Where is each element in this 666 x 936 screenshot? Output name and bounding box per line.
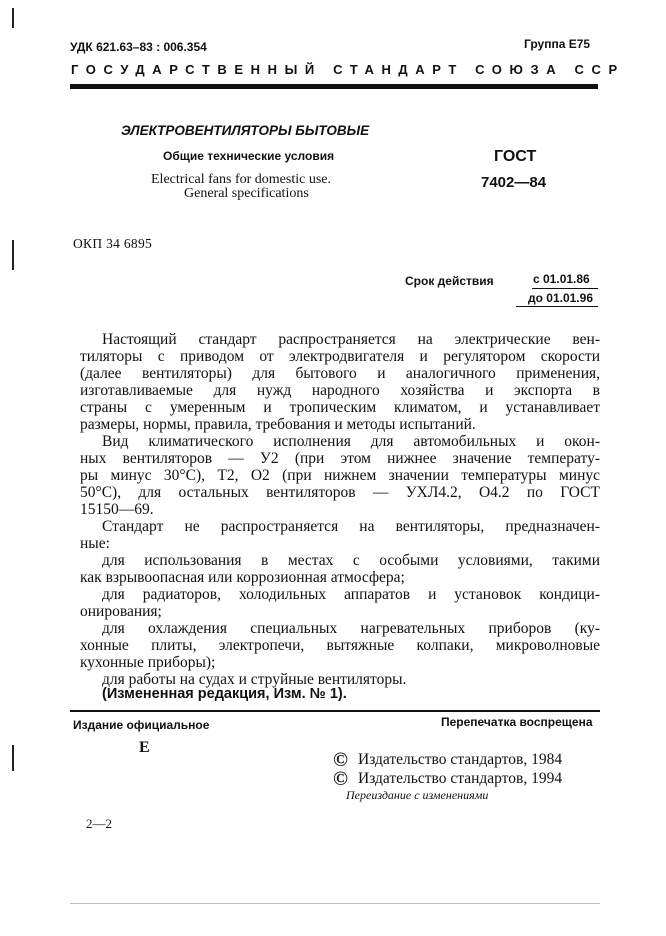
subtitle-ru: Общие технические условия xyxy=(163,149,335,163)
page-code: 2—2 xyxy=(86,816,112,831)
header-thick-rule xyxy=(70,84,598,89)
copyright-1984: Издательство стандартов, 1984 xyxy=(358,751,563,768)
validity-from-underline xyxy=(532,288,598,289)
body-line: как взрывоопасная или коррозионная атмосфера; xyxy=(80,569,405,586)
reprint-prohibited: Перепечатка воспрещена xyxy=(441,715,593,729)
e-mark: Е xyxy=(139,739,150,756)
copyright-symbol-2: © xyxy=(333,768,348,790)
body-line: онирования; xyxy=(80,603,162,620)
body-line: Стандарт не распространяется на вентиляторы, предназначен- xyxy=(102,518,600,535)
body-line: изготавливаемые для нужд народного хозяйства и экспорта в xyxy=(80,382,600,399)
validity-to-underline xyxy=(516,306,598,307)
amendment-note: (Измененная редакция, Изм. № 1). xyxy=(102,686,347,702)
title-ru: ЭЛЕКТРОВЕНТИЛЯТОРЫ БЫТОВЫЕ xyxy=(121,123,370,138)
body-line: размеры, нормы, правила, требования и методы испытаний. xyxy=(80,416,476,433)
body-line: ры минус 30°С), Т2, О2 (при нижнем значении температуры минус xyxy=(80,467,600,484)
validity-label: Срок действия xyxy=(405,274,494,288)
copyright-1994: Издательство стандартов, 1994 xyxy=(358,770,563,787)
validity-to: до 01.01.96 xyxy=(528,291,593,305)
body-line: (далее вентиляторы) для бытового и аналогичного применения, xyxy=(80,365,600,382)
body-line: кухонные приборы); xyxy=(80,654,216,671)
body-line: 15150—69. xyxy=(80,501,154,518)
group-code: Группа Е75 xyxy=(524,37,591,51)
udk-code: УДК 621.63–83 : 006.354 xyxy=(70,40,207,54)
body-line: тиляторы с приводом от электродвигателя и регулятором скорости xyxy=(80,348,600,365)
body-line: для радиаторов, холодильных аппаратов и установок кондици- xyxy=(102,586,600,603)
body-line: 50°С), для остальных вентиляторов — УХЛ4.2, О4.2 по ГОСТ xyxy=(80,484,600,501)
standard-banner: ГОСУДАРСТВЕННЫЙ СТАНДАРТ СОЮЗА ССР xyxy=(71,62,625,77)
title-en-line2: General specifications xyxy=(184,186,309,201)
gost-number: 7402—84 xyxy=(481,174,547,191)
body-line: ных вентиляторов — У2 (при этом нижнее значение температу- xyxy=(80,450,600,467)
okp-code: ОКП 34 6895 xyxy=(73,236,153,251)
official-edition: Издание официальное xyxy=(73,718,210,732)
body-line: страны с умеренным и тропическим климатом, и устанавливает xyxy=(80,399,600,416)
scan-mark xyxy=(70,903,600,904)
validity-from: с 01.01.86 xyxy=(533,272,590,286)
reissue-note: Переиздание с изменениями xyxy=(346,788,489,802)
body-line: ные: xyxy=(80,535,110,552)
title-en-line1: Electrical fans for domestic use. xyxy=(151,172,331,187)
footer-rule xyxy=(70,710,600,712)
scan-mark xyxy=(12,240,14,270)
body-line: хонные плиты, электропечи, вытяжные колпаки, микроволновые xyxy=(80,637,600,654)
body-line: для использования в местах с особыми условиями, такими xyxy=(102,552,600,569)
gost-label: ГОСТ xyxy=(494,148,537,165)
scan-mark xyxy=(12,745,14,771)
copyright-symbol-1: © xyxy=(333,749,348,771)
body-line: Вид климатического исполнения для автомобильных и окон- xyxy=(102,433,600,450)
body-line: Настоящий стандарт распространяется на электрические вен- xyxy=(102,331,600,348)
scan-mark xyxy=(12,8,14,28)
body-line: для охлаждения специальных нагревательных приборов (ку- xyxy=(102,620,600,637)
body-line: для работы на судах и струйные вентиляторы. xyxy=(102,671,407,688)
